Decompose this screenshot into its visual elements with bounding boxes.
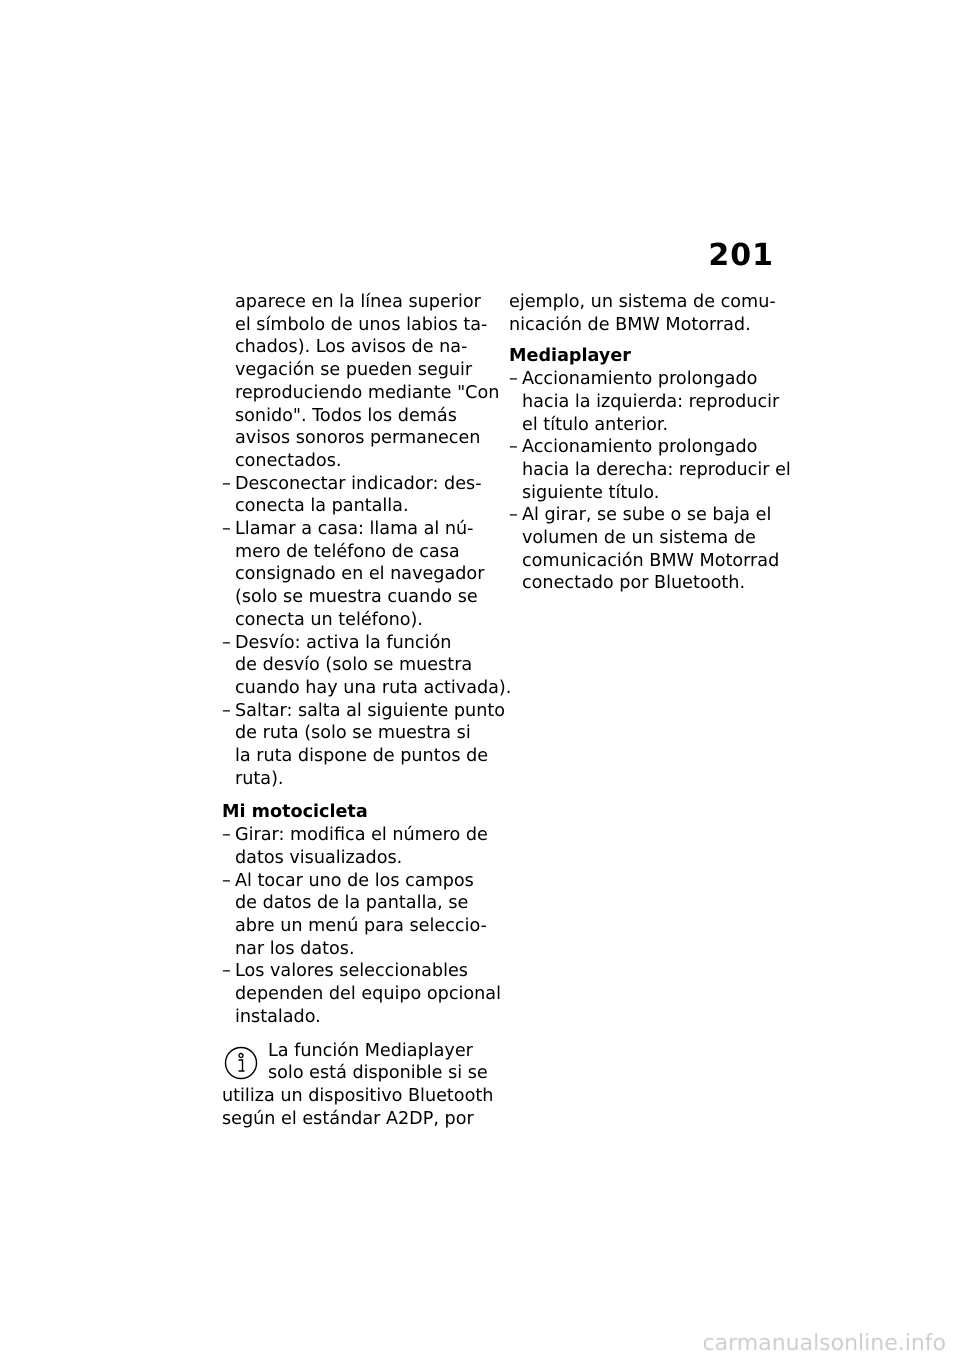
- list-item: [222, 960, 501, 1028]
- list-dash: –: [222, 473, 231, 494]
- text-line: conectados.: [235, 450, 342, 471]
- list-item: [509, 504, 785, 595]
- info-icon: [224, 1046, 258, 1080]
- text-line: volumen de un sistema de: [522, 528, 756, 549]
- list-dash: –: [509, 505, 518, 526]
- list-dash: –: [509, 437, 518, 458]
- text-line: sonido". Todos los demás: [235, 405, 457, 426]
- list-item: [509, 368, 785, 436]
- mediaplayer-list: [509, 368, 791, 595]
- list-dash: –: [509, 369, 518, 390]
- continuation-paragraph: [509, 291, 785, 336]
- text-line: conecta la pantalla.: [235, 496, 409, 517]
- text-line: siguiente título.: [522, 482, 660, 503]
- text-line: comunicación BMW Motorrad: [522, 550, 780, 571]
- text-line: ejemplo, un sistema de comu-: [509, 292, 776, 312]
- text-line: mero de teléfono de casa: [235, 541, 460, 562]
- text-line: avisos sonoros permanecen: [235, 428, 481, 449]
- list-item: [222, 700, 506, 791]
- text-line: ruta).: [235, 768, 284, 789]
- text-line: instalado.: [235, 1006, 321, 1027]
- text-line: Al girar, se sube o se baja el: [522, 505, 772, 526]
- text-line: aparece en la línea superior: [235, 292, 481, 312]
- list-dash: –: [222, 825, 231, 846]
- watermark-link[interactable]: carmanualsonline.info: [702, 1331, 946, 1356]
- text-line: nar los datos.: [235, 938, 355, 959]
- text-line: Desvío: activa la función: [235, 632, 452, 653]
- text-line: Saltar: salta al siguiente punto: [235, 700, 506, 721]
- option-list: [222, 473, 512, 791]
- text-line: reproduciendo mediante "Con: [235, 382, 500, 403]
- list-item: [222, 518, 498, 632]
- text-line: chados). Los avisos de na-: [235, 337, 468, 358]
- text-line: hacia la derecha: reproducir el: [522, 459, 791, 480]
- text-line: datos visualizados.: [235, 847, 403, 868]
- text-line: abre un menú para seleccio-: [235, 915, 487, 936]
- list-item: [509, 436, 791, 504]
- list-dash: –: [222, 870, 231, 891]
- text-line: según el estándar A2DP, por: [222, 1108, 474, 1129]
- list-item: [222, 824, 498, 869]
- text-line: hacia la izquierda: reproducir: [522, 391, 780, 412]
- right-column: [509, 291, 791, 595]
- text-line: conectado por Bluetooth.: [522, 573, 746, 594]
- text-line: el símbolo de unos labios ta-: [235, 314, 488, 335]
- text-line: Los valores seleccionables: [235, 961, 468, 982]
- text-line: (solo se muestra cuando se: [235, 587, 478, 608]
- text-line: de desvío (solo se muestra: [235, 655, 473, 676]
- text-line: La función Mediaplayer: [268, 1040, 473, 1061]
- page-number: 201: [708, 238, 774, 273]
- info-note: [222, 1040, 498, 1131]
- text-line: solo está disponible si se: [268, 1063, 488, 1084]
- text-line: Llamar a casa: llama al nú-: [235, 519, 474, 540]
- list-dash: –: [222, 700, 231, 721]
- left-column: [222, 291, 512, 1130]
- motocicleta-list: [222, 824, 501, 1028]
- text-line: la ruta dispone de puntos de: [235, 746, 489, 767]
- text-line: el título anterior.: [522, 414, 669, 435]
- text-line: dependen del equipo opcional: [235, 984, 501, 1005]
- list-dash: –: [222, 519, 231, 540]
- text-line: utiliza un dispositivo Bluetooth: [222, 1085, 494, 1106]
- list-item: [222, 870, 498, 961]
- text-line: de ruta (solo se muestra si: [235, 723, 471, 744]
- intro-paragraph: [222, 291, 498, 473]
- text-line: de datos de la pantalla, se: [235, 893, 469, 914]
- text-line: Desconectar indicador: des-: [235, 473, 482, 494]
- list-dash: –: [222, 961, 231, 982]
- text-line: consignado en el navegador: [235, 564, 485, 585]
- text-line: nicación de BMW Motorrad.: [509, 314, 751, 335]
- text-line: Girar: modifica el número de: [235, 825, 488, 846]
- list-item: [222, 473, 498, 518]
- text-line: Accionamiento prolongado: [522, 437, 758, 458]
- text-line: conecta un teléfono).: [235, 609, 424, 630]
- section-heading-mi-motocicleta: Mi motocicleta: [222, 802, 368, 823]
- text-line: cuando hay una ruta activada).: [235, 677, 512, 698]
- text-line: vegación se pueden seguir: [235, 360, 473, 381]
- text-line: Accionamiento prolongado: [522, 369, 758, 390]
- text-line: Al tocar uno de los campos: [235, 870, 474, 891]
- list-item: [222, 632, 512, 700]
- section-heading-mediaplayer: Mediaplayer: [509, 346, 631, 367]
- list-dash: –: [222, 632, 231, 653]
